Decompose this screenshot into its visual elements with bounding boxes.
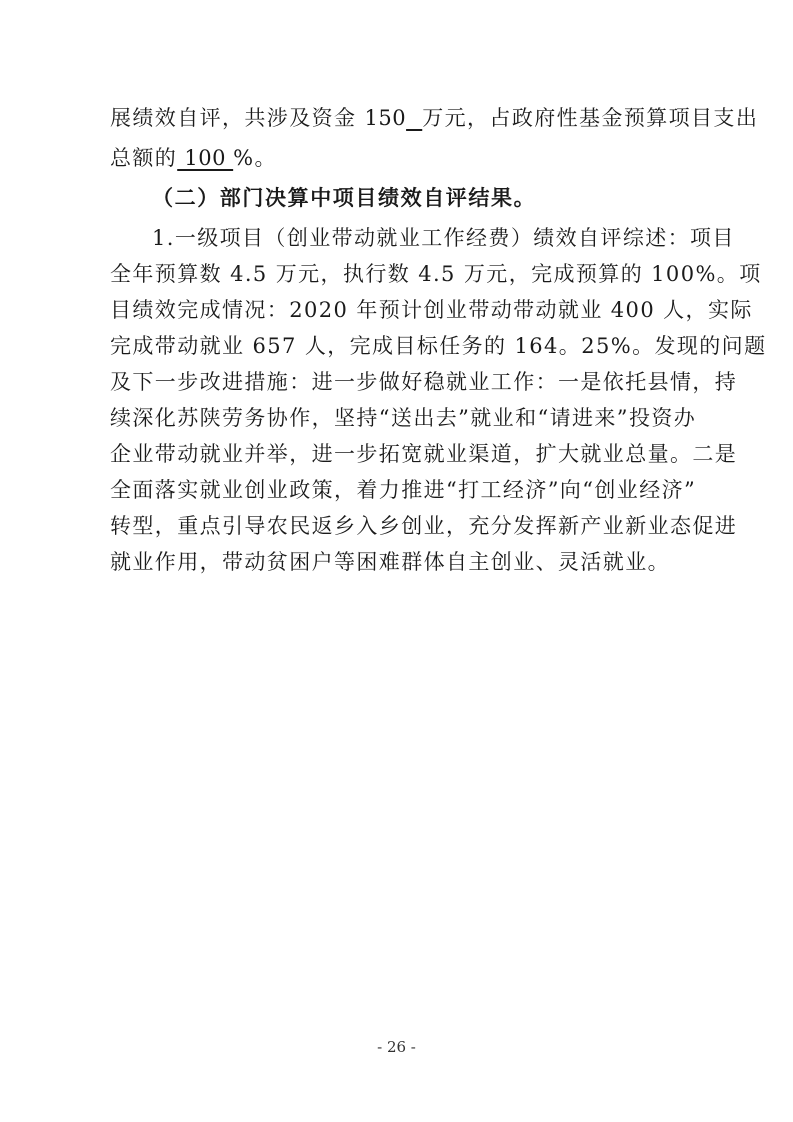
paragraph-line: 目绩效完成情况：2020 年预计创业带动带动就业 400 人，实际: [110, 298, 753, 322]
blank-underline: [406, 106, 422, 130]
page-number: - 26 -: [377, 1038, 416, 1056]
paragraph-line: 全年预算数 4.5 万元，执行数 4.5 万元，完成预算的 100%。项: [110, 262, 762, 286]
text-segment: 展绩效自评，共涉及资金: [110, 106, 365, 130]
section-heading: （二）部门决算中项目绩效自评结果。: [152, 185, 537, 210]
paragraph-line: 企业带动就业并举，进一步拓宽就业渠道，扩大就业总量。二是: [110, 442, 738, 466]
fund-amount: 150: [364, 106, 407, 130]
paragraph-line: 完成带动就业 657 人，完成目标任务的 164。25%。发现的问题: [110, 334, 767, 358]
paragraph-line: 续深化苏陕劳务协作，坚持“送出去”就业和“请进来”投资办: [110, 406, 697, 430]
paragraph-line: 1.一级项目（创业带动就业工作经费）绩效自评综述：项目: [152, 226, 735, 250]
paragraph-line: [110, 101, 759, 135]
paragraph-line: 转型，重点引导农民返乡入乡创业，充分发挥新产业新业态促进: [110, 514, 738, 538]
percentage-value: 100: [177, 146, 234, 170]
text-segment: %。: [233, 146, 277, 170]
text-segment: 总额的: [110, 146, 178, 170]
paragraph-line: [110, 141, 695, 175]
paragraph-line: 就业作用，带动贫困户等困难群体自主创业、灵活就业。: [110, 550, 670, 574]
text-segment: 万元，占政府性基金预算项目支出: [422, 106, 759, 130]
paragraph-line: 及下一步改进措施：进一步做好稳就业工作：一是依托县情，持: [110, 370, 738, 394]
paragraph-line: 全面落实就业创业政策，着力推进“打工经济”向“创业经济”: [110, 478, 697, 502]
